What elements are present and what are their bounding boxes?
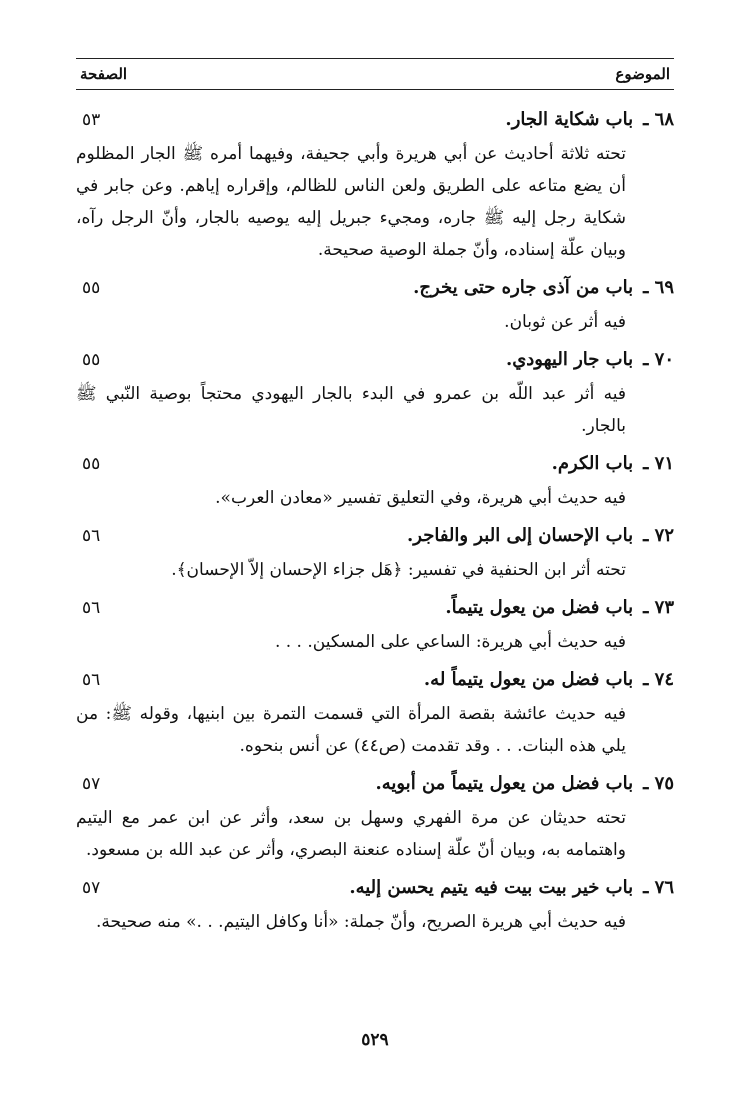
entry-title-row xyxy=(76,102,674,138)
index-entry xyxy=(76,342,674,442)
entry-page: ٥٥ xyxy=(82,454,101,474)
entry-number: ٦٨ ـ xyxy=(643,109,674,130)
entry-title-row xyxy=(76,662,674,698)
entry-description: فيه حديث أبي هريرة، وفي التعليق تفسير «معادن العرب». xyxy=(215,488,626,508)
entry-page: ٥٦ xyxy=(82,670,101,690)
table-header xyxy=(76,58,674,90)
entry-description: فيه أثر عبد اللّه بن عمرو في البدء بالجار اليهودي محتجاً بوصية النّبي ﷺ بالجار. xyxy=(76,384,626,436)
entry-page: ٥٧ xyxy=(82,774,101,794)
entry-title: باب فضل من يعول يتيماً من أبويه. xyxy=(375,773,634,794)
entry-page: ٥٥ xyxy=(82,350,101,370)
entry-title: باب الكرم. xyxy=(551,453,634,474)
entry-number: ٧٢ ـ xyxy=(643,525,674,546)
entry-title-row xyxy=(76,342,674,378)
entry-description: فيه حديث أبي هريرة: الساعي على المسكين. . . . xyxy=(274,632,626,652)
entry-description: فيه حديث أبي هريرة الصريح، وأنّ جملة: «أنا وكافل اليتيم. . .» منه صحيحة. xyxy=(95,912,626,932)
entry-description: فيه حديث عائشة بقصة المرأة التي قسمت التمرة بين ابنيها، وقوله ﷺ: من يلي هذه البنات. . . وقد تقدمت (ص٤٤) عن أنس بنحوه. xyxy=(76,704,626,756)
entry-title-row xyxy=(76,766,674,802)
entry-number: ٧٠ ـ xyxy=(643,349,674,370)
entry-title-row xyxy=(76,270,674,306)
index-entry xyxy=(76,446,674,514)
index-entry xyxy=(76,870,674,938)
entry-title-row xyxy=(76,870,674,906)
entry-description: تحته أثر ابن الحنفية في تفسير: ﴿هَل جزاء الإحسان إلاّ الإحسان﴾. xyxy=(171,560,626,580)
page-column-label: الصفحة xyxy=(80,65,128,83)
entry-page: ٥٥ xyxy=(82,278,101,298)
entry-title: باب خير بيت بيت فيه يتيم يحسن إليه. xyxy=(349,877,634,898)
index-entry xyxy=(76,270,674,338)
entry-page: ٥٧ xyxy=(82,878,101,898)
index-entry xyxy=(76,766,674,866)
entry-title: باب من آذى جاره حتى يخرج. xyxy=(413,277,634,298)
entry-title: باب فضل من يعول يتيماً. xyxy=(445,597,634,618)
entry-number: ٧١ ـ xyxy=(643,453,674,474)
entry-description: تحته حديثان عن مرة الفهري وسهل بن سعد، وأثر عن ابن عمر مع اليتيم واهتمامه به، وبيان أنّ علّة إسناده عنعنة البصري، وأثر عن عبد الله بن مسعود. xyxy=(76,808,626,860)
entry-page: ٥٦ xyxy=(82,526,101,546)
entry-title-row xyxy=(76,446,674,482)
entry-title-row xyxy=(76,518,674,554)
index-entry xyxy=(76,662,674,762)
entry-title: باب فضل من يعول يتيماً له. xyxy=(423,669,634,690)
entry-title-row xyxy=(76,590,674,626)
entry-title: باب الإحسان إلى البر والفاجر. xyxy=(407,525,634,546)
index-entry xyxy=(76,518,674,586)
entry-description: فيه أثر عن ثوبان. xyxy=(504,312,626,332)
entry-title: باب جار اليهودي. xyxy=(505,349,634,370)
entry-number: ٧٤ ـ xyxy=(643,669,674,690)
entry-number: ٧٥ ـ xyxy=(643,773,674,794)
entry-number: ٧٣ ـ xyxy=(643,597,674,618)
entries-list xyxy=(76,102,674,942)
entry-number: ٧٦ ـ xyxy=(643,877,674,898)
topic-column-label: الموضوع xyxy=(615,65,670,83)
page-number: ٥٢٩ xyxy=(361,1030,389,1050)
index-entry xyxy=(76,102,674,266)
entry-number: ٦٩ ـ xyxy=(643,277,674,298)
entry-title: باب شكاية الجار. xyxy=(505,109,634,130)
entry-description: تحته ثلاثة أحاديث عن أبي هريرة وأبي جحيفة، وفيهما أمره ﷺ الجار المظلوم أن يضع متاعه على الطريق ولعن الناس للظالم، وإقراره إياهم. وعن جابر في شكاية رجل إليه ﷺ جاره، ومجيء جبريل إليه يوصيه بالجار، وأنّ الرجل رآه، وبيان علّة إسناده، وأنّ جملة الوصية صحيحة. xyxy=(76,144,626,260)
entry-page: ٥٦ xyxy=(82,598,101,618)
index-entry xyxy=(76,590,674,658)
entry-page: ٥٣ xyxy=(82,110,101,130)
